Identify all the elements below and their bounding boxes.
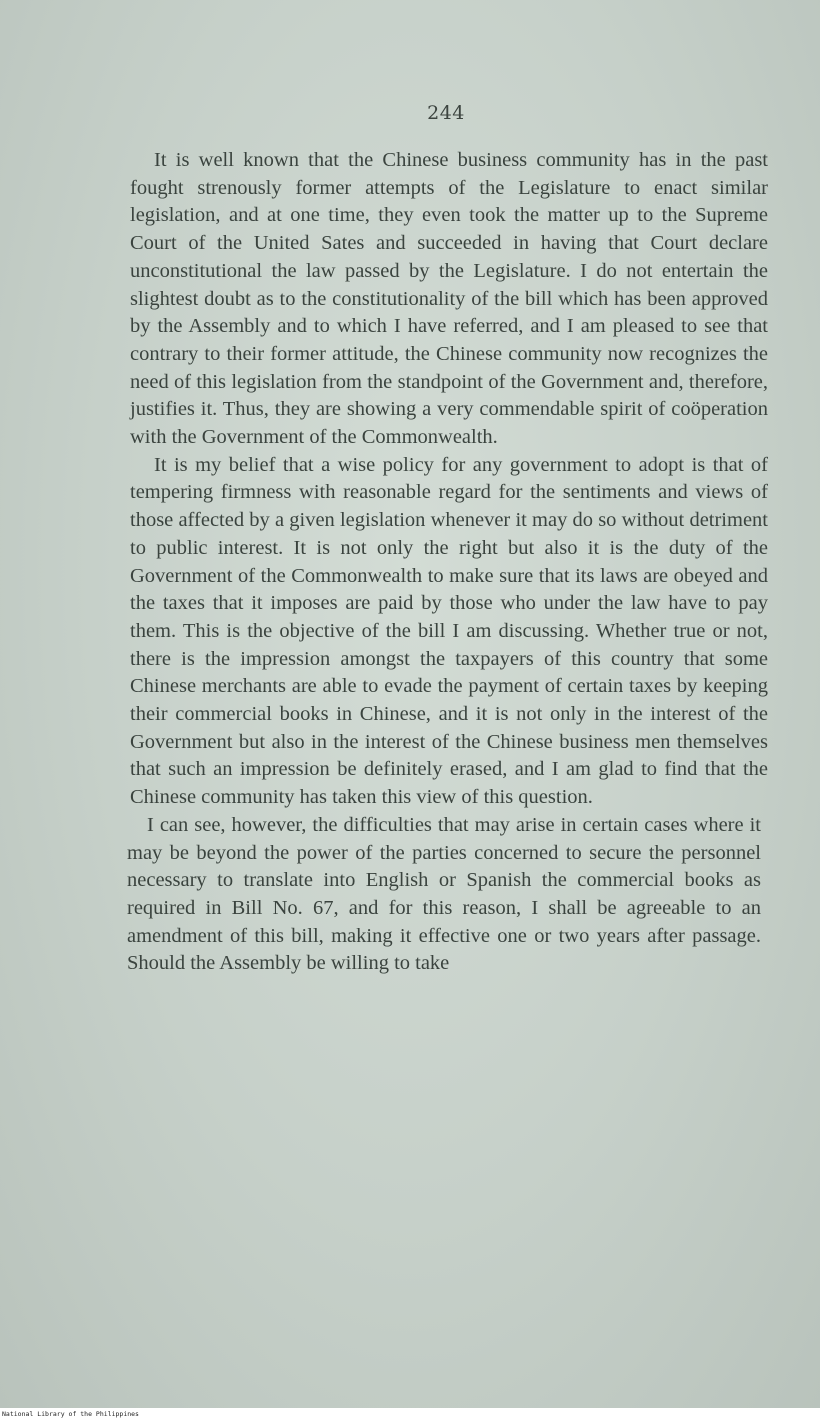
paragraph-1: It is well known that the Chinese business community has in the past fought strenously former attempts of the Legislature to enact similar legislation, and at one time, they even took the matter up to the Supreme Court of the United Sates and succeeded in having that Court declare unconstitutional the law passed by the Legislature. I do not entertain the slightest doubt as to the constitutionality of the bill which has been approved by the Assembly and to which I have referred, and I am pleased to see that contrary to their former attitude, the Chinese community now recognizes the need of this legislation from the standpoint of the Government and, therefore, justifies it. Thus, they are showing a very commendable spirit of coöperation with the Government of the Commonwealth. (130, 149, 768, 449)
paragraph-3: I can see, however, the difficulties that may arise in certain cases where it may be beyond the power of the parties concerned to secure the personnel necessary to translate into English or Spanish the commercial books as required in Bill No. 67, and for this reason, I shall be agreeable to an amendment of this bill, making it effective one or two years after passage. Should the Assembly be willing to take (127, 813, 761, 975)
library-credit: National Library of the Philippines (2, 1410, 139, 1418)
paragraph-2: It is my belief that a wise policy for any government to adopt is that of tempering firmness with reasonable regard for the sentiments and views of those affected by a given legislation whenever it may do so without detriment to public interest. It is not only the right but also it is the duty of the Government of the Commonwealth to make sure that its laws are obeyed and the taxes that it imposes are paid by those who under the law have to pay them. This is the objective of the bill I am discussing. Whether true or not, there is the impression amongst the taxpayers of this country that some Chinese merchants are able to evade the payment of certain taxes by keeping their commercial books in Chinese, and it is not only in the interest of the Government but also in the interest of the Chinese business men themselves that such an impression be definitely erased, and I am glad to find that the Chinese community has taken this view of this question. (130, 453, 768, 809)
page-number: 244 (427, 102, 465, 124)
body-text (127, 147, 768, 978)
